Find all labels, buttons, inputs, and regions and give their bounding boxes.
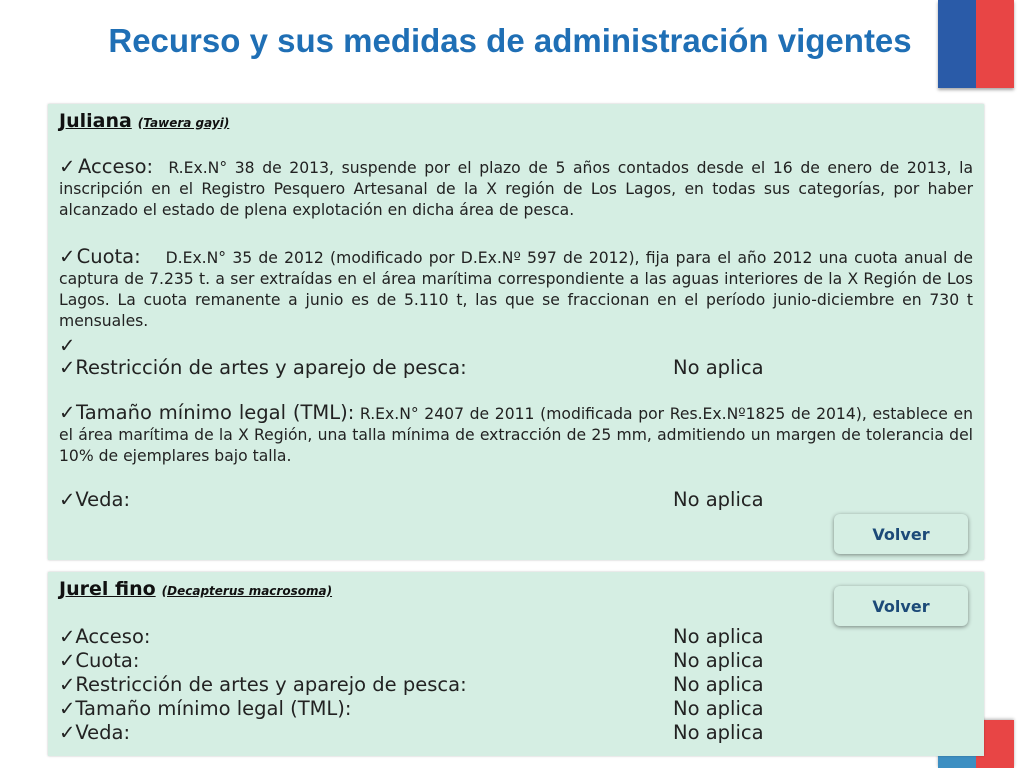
cuota-text: D.Ex.N° 35 de 2012 (modificado por D.Ex.Nº 597 de 2012), fija para el año 2012 una cuota anual de captura de 7.235 t. a ser extraídas en el área marítima correspondiente a las aguas interiores de la X Región de Los Lagos. La cuota remanente a junio es de 5.110 t, las que se fraccionan en el período junio-diciembre en 730 t mensuales. [59,249,974,330]
jurel-row-value: No aplica [673,649,764,672]
jurel-name: Jurel fino [59,578,156,600]
jurel-row-label: Acceso: [75,625,151,648]
acceso-text: R.Ex.N° 38 de 2013, suspende por el plazo de 5 años contados desde el 16 de enero de 2013, la inscripción en el Registro Pesquero Artesanal de la X región de Los Lagos, en todas sus categorías, por haber alcanzado el estado de plena explotación en dicha área de pesca. [59,159,974,219]
check-icon: ✓ [59,488,76,511]
jurel-row-label: Cuota: [75,649,140,672]
jurel-row-label: Restricción de artes y aparejo de pesca: [75,673,467,696]
check-icon: ✓ [59,334,76,357]
jurel-row-label: Veda: [75,721,131,744]
jurel-scientific-name: (Decapterus macrosoma) [161,584,333,598]
juliana-cuota [59,246,973,332]
juliana-acceso [59,156,973,221]
tml-label: Tamaño mínimo legal (TML): [76,401,355,424]
check-icon: ✓ [59,625,76,648]
jurel-row-value: No aplica [673,721,764,744]
restriccion-value: No aplica [673,356,764,379]
check-icon: ✓ [59,356,76,379]
jurel-row [59,649,973,673]
check-icon: ✓ [59,649,76,672]
jurel-row-value: No aplica [673,697,764,720]
jurel-heading [59,578,332,600]
jurel-row [59,673,973,697]
juliana-restriccion [59,356,973,380]
juliana-veda [59,488,973,512]
flag-logo-top [938,0,1014,88]
jurel-row-value: No aplica [673,625,764,648]
jurel-row [59,721,973,745]
tml-text: R.Ex.N° 2407 de 2011 (modificada por Res.Ex.Nº1825 de 2014), establece en el área marítima de la X Región, una talla mínima de extracción de 25 mm, admitiendo un margen de tolerancia del 10% de ejemplares bajo talla. [59,405,973,465]
volver-button-juliana[interactable]: Volver [834,514,968,554]
jurel-row [59,697,973,721]
juliana-scientific-name: (Tawera gayi) [137,116,230,130]
page-title: Recurso y sus medidas de administración vigentes [108,22,912,59]
jurel-row-label: Tamaño mínimo legal (TML): [75,697,352,720]
juliana-name: Juliana [59,110,132,132]
veda-label: Veda: [75,488,131,511]
check-icon: ✓ [59,697,76,720]
jurel-row-value: No aplica [673,673,764,696]
check-icon: ✓ [59,245,77,268]
juliana-empty-check [59,334,973,358]
check-icon: ✓ [59,721,76,744]
juliana-heading [59,110,229,132]
volver-button-jurel[interactable]: Volver [834,586,968,626]
acceso-label: Acceso: [78,155,154,178]
restriccion-label: Restricción de artes y aparejo de pesca: [75,356,467,379]
check-icon: ✓ [59,401,77,424]
juliana-panel [48,104,984,560]
veda-value: No aplica [673,488,764,511]
juliana-tml [59,402,973,467]
check-icon: ✓ [59,155,79,178]
cuota-label: Cuota: [76,245,141,268]
check-icon: ✓ [59,673,76,696]
jurel-row [59,625,973,649]
